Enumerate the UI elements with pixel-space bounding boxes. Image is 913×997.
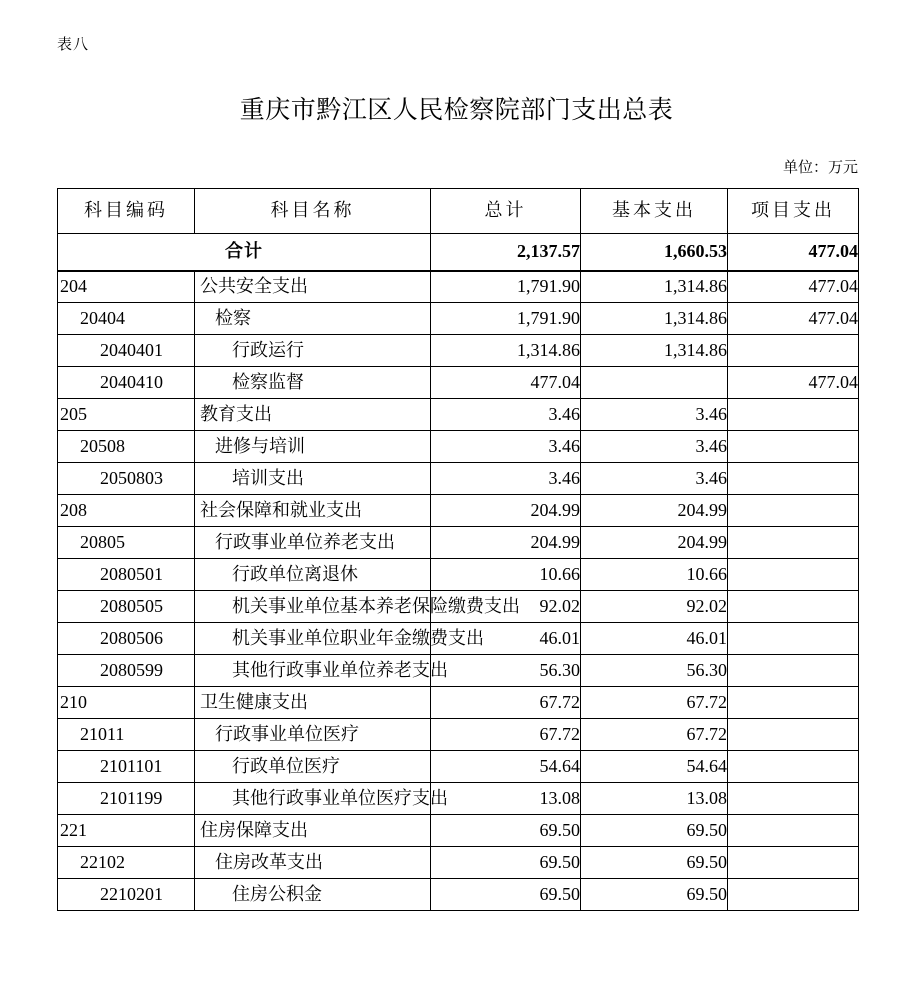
project-value-cell bbox=[728, 879, 859, 911]
project-value-cell bbox=[728, 783, 859, 815]
subject-name-cell: 进修与培训 bbox=[195, 431, 431, 463]
total-value-cell: 3.46 bbox=[431, 399, 581, 431]
subject-code-cell: 20805 bbox=[58, 527, 195, 559]
basic-value-cell bbox=[581, 367, 728, 399]
basic-value-cell: 69.50 bbox=[581, 879, 728, 911]
subject-name-cell: 行政单位医疗 bbox=[195, 751, 431, 783]
subject-name-cell: 住房公积金 bbox=[195, 879, 431, 911]
subject-name-cell: 公共安全支出 bbox=[195, 271, 431, 303]
project-value-cell bbox=[728, 815, 859, 847]
subject-name-cell: 卫生健康支出 bbox=[195, 687, 431, 719]
project-value-cell bbox=[728, 431, 859, 463]
expenditure-summary-table bbox=[57, 188, 859, 911]
total-value-cell: 3.46 bbox=[431, 463, 581, 495]
header-project-expenditure: 项目支出 bbox=[728, 189, 859, 234]
project-value-cell bbox=[728, 527, 859, 559]
total-value-cell: 10.66 bbox=[431, 559, 581, 591]
project-value-cell bbox=[728, 687, 859, 719]
table-row bbox=[58, 303, 859, 335]
project-value-cell bbox=[728, 847, 859, 879]
subject-name-cell: 培训支出 bbox=[195, 463, 431, 495]
project-value-cell bbox=[728, 655, 859, 687]
unit-note: 单位：万元 bbox=[782, 160, 858, 176]
subject-name-cell: 其他行政事业单位养老支出 bbox=[195, 655, 431, 687]
total-value-cell: 477.04 bbox=[431, 367, 581, 399]
project-value-cell bbox=[728, 399, 859, 431]
subject-code-cell: 2050803 bbox=[58, 463, 195, 495]
subject-code-cell: 208 bbox=[58, 495, 195, 527]
basic-value-cell: 92.02 bbox=[581, 591, 728, 623]
project-value-cell bbox=[728, 463, 859, 495]
basic-value-cell: 3.46 bbox=[581, 431, 728, 463]
project-value-cell: 477.04 bbox=[728, 303, 859, 335]
total-value-cell: 69.50 bbox=[431, 815, 581, 847]
header-basic-expenditure: 基本支出 bbox=[581, 189, 728, 234]
subject-code-cell: 20404 bbox=[58, 303, 195, 335]
table-row bbox=[58, 495, 859, 527]
total-value-cell: 1,791.90 bbox=[431, 303, 581, 335]
grand-total-sum-value: 2,137.57 bbox=[431, 234, 581, 271]
basic-value-cell: 67.72 bbox=[581, 719, 728, 751]
subject-code-cell: 20508 bbox=[58, 431, 195, 463]
basic-value-cell: 1,314.86 bbox=[581, 335, 728, 367]
basic-value-cell: 56.30 bbox=[581, 655, 728, 687]
subject-code-cell: 2101199 bbox=[58, 783, 195, 815]
project-value-cell bbox=[728, 751, 859, 783]
table-row bbox=[58, 623, 859, 655]
basic-value-cell: 10.66 bbox=[581, 559, 728, 591]
basic-value-cell: 1,314.86 bbox=[581, 303, 728, 335]
project-value-cell bbox=[728, 591, 859, 623]
table-row bbox=[58, 431, 859, 463]
subject-code-cell: 221 bbox=[58, 815, 195, 847]
header-subject-code: 科目编码 bbox=[58, 189, 195, 234]
project-value-cell: 477.04 bbox=[728, 271, 859, 303]
project-value-cell bbox=[728, 623, 859, 655]
subject-name-cell: 行政事业单位养老支出 bbox=[195, 527, 431, 559]
total-value-cell: 1,314.86 bbox=[431, 335, 581, 367]
table-row bbox=[58, 271, 859, 303]
basic-value-cell: 67.72 bbox=[581, 687, 728, 719]
grand-total-project-value: 477.04 bbox=[728, 234, 859, 271]
grand-total-label: 合计 bbox=[58, 234, 431, 271]
subject-code-cell: 205 bbox=[58, 399, 195, 431]
basic-value-cell: 204.99 bbox=[581, 527, 728, 559]
table-row bbox=[58, 879, 859, 911]
total-value-cell: 69.50 bbox=[431, 879, 581, 911]
subject-code-cell: 22102 bbox=[58, 847, 195, 879]
subject-code-cell: 2080599 bbox=[58, 655, 195, 687]
sheet-number-label: 表八 bbox=[57, 37, 90, 53]
subject-code-cell: 2101101 bbox=[58, 751, 195, 783]
subject-name-cell: 检察监督 bbox=[195, 367, 431, 399]
table-row bbox=[58, 751, 859, 783]
table-row bbox=[58, 815, 859, 847]
subject-code-cell: 2040410 bbox=[58, 367, 195, 399]
basic-value-cell: 69.50 bbox=[581, 815, 728, 847]
subject-code-cell: 21011 bbox=[58, 719, 195, 751]
document-title: 重庆市黔江区人民检察院部门支出总表 bbox=[239, 97, 674, 124]
total-value-cell: 1,791.90 bbox=[431, 271, 581, 303]
table-row bbox=[58, 719, 859, 751]
project-value-cell bbox=[728, 719, 859, 751]
basic-value-cell: 13.08 bbox=[581, 783, 728, 815]
project-value-cell: 477.04 bbox=[728, 367, 859, 399]
table-row bbox=[58, 687, 859, 719]
subject-code-cell: 204 bbox=[58, 271, 195, 303]
total-value-cell: 204.99 bbox=[431, 495, 581, 527]
basic-value-cell: 3.46 bbox=[581, 399, 728, 431]
subject-name-cell: 行政事业单位医疗 bbox=[195, 719, 431, 751]
subject-name-cell: 住房改革支出 bbox=[195, 847, 431, 879]
table-row bbox=[58, 527, 859, 559]
grand-total-row bbox=[58, 234, 859, 271]
basic-value-cell: 54.64 bbox=[581, 751, 728, 783]
subject-code-cell: 2080505 bbox=[58, 591, 195, 623]
subject-code-cell: 2080506 bbox=[58, 623, 195, 655]
total-value-cell: 56.30 bbox=[431, 655, 581, 687]
basic-value-cell: 3.46 bbox=[581, 463, 728, 495]
basic-value-cell: 46.01 bbox=[581, 623, 728, 655]
subject-name-cell: 检察 bbox=[195, 303, 431, 335]
total-value-cell: 204.99 bbox=[431, 527, 581, 559]
subject-name-cell: 行政单位离退休 bbox=[195, 559, 431, 591]
subject-name-cell: 社会保障和就业支出 bbox=[195, 495, 431, 527]
table-row bbox=[58, 559, 859, 591]
table-row bbox=[58, 399, 859, 431]
total-value-cell: 67.72 bbox=[431, 719, 581, 751]
subject-name-cell: 住房保障支出 bbox=[195, 815, 431, 847]
header-subject-name: 科目名称 bbox=[195, 189, 431, 234]
subject-name-cell: 行政运行 bbox=[195, 335, 431, 367]
total-value-cell: 92.02 bbox=[431, 591, 581, 623]
total-value-cell: 54.64 bbox=[431, 751, 581, 783]
table-row bbox=[58, 847, 859, 879]
grand-total-basic-value: 1,660.53 bbox=[581, 234, 728, 271]
subject-code-cell: 2040401 bbox=[58, 335, 195, 367]
table-row bbox=[58, 655, 859, 687]
table-row bbox=[58, 783, 859, 815]
subject-code-cell: 2080501 bbox=[58, 559, 195, 591]
basic-value-cell: 204.99 bbox=[581, 495, 728, 527]
subject-name-cell: 教育支出 bbox=[195, 399, 431, 431]
project-value-cell bbox=[728, 335, 859, 367]
table-row bbox=[58, 591, 859, 623]
project-value-cell bbox=[728, 559, 859, 591]
total-value-cell: 69.50 bbox=[431, 847, 581, 879]
subject-name-cell: 机关事业单位职业年金缴费支出 bbox=[195, 623, 431, 655]
subject-name-cell: 其他行政事业单位医疗支出 bbox=[195, 783, 431, 815]
subject-code-cell: 2210201 bbox=[58, 879, 195, 911]
table-row bbox=[58, 367, 859, 399]
total-value-cell: 67.72 bbox=[431, 687, 581, 719]
subject-name-cell: 机关事业单位基本养老保险缴费支出 bbox=[195, 591, 431, 623]
header-grand-total: 总计 bbox=[431, 189, 581, 234]
basic-value-cell: 1,314.86 bbox=[581, 271, 728, 303]
total-value-cell: 13.08 bbox=[431, 783, 581, 815]
table-row bbox=[58, 463, 859, 495]
project-value-cell bbox=[728, 495, 859, 527]
total-value-cell: 3.46 bbox=[431, 431, 581, 463]
subject-code-cell: 210 bbox=[58, 687, 195, 719]
basic-value-cell: 69.50 bbox=[581, 847, 728, 879]
total-value-cell: 46.01 bbox=[431, 623, 581, 655]
table-header-row bbox=[58, 189, 859, 234]
table-row bbox=[58, 335, 859, 367]
